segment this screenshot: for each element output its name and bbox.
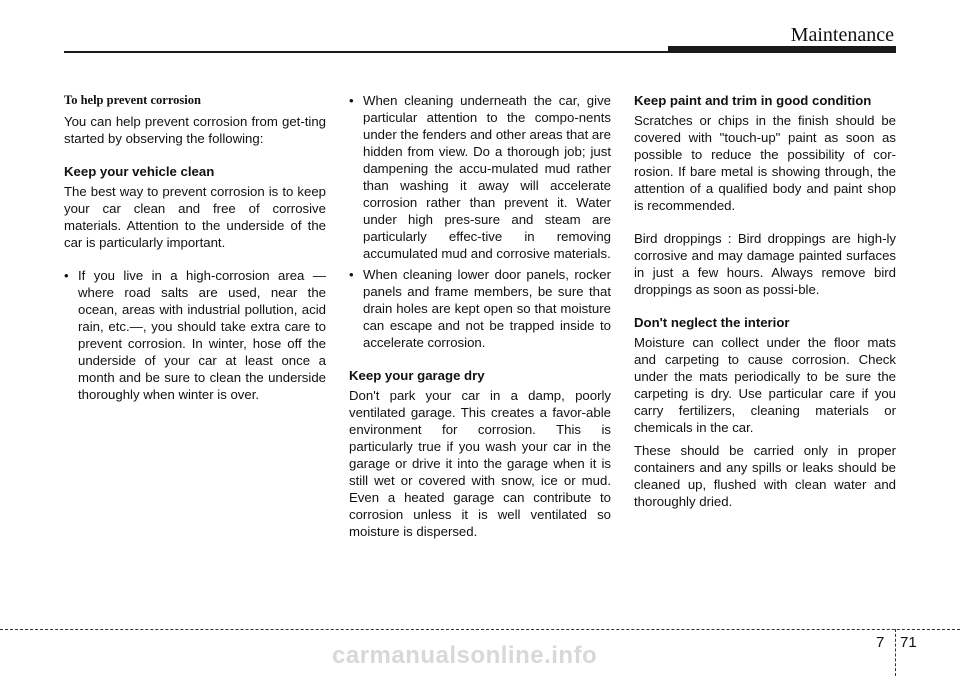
paragraph-interior-1: Moisture can collect under the floor mats and carpeting to cause corrosion. Check under the mats periodically to be sure the carpeting is dry. Use particular care if you carry fertilizers, cleaning materials or chemicals in the car. <box>634 335 896 435</box>
bullet-icon: • <box>64 268 69 283</box>
paragraph-keep-clean: The best way to prevent corrosion is to keep your car clean and free of corrosive materials. Attention to the underside of the car is particularly important. <box>64 184 326 250</box>
paragraph-bird-droppings: Bird droppings : Bird droppings are high-ly corrosive and may damage painted surfaces in just a few hours. Always remove bird droppings as soon as possi-ble. <box>634 231 896 297</box>
page-number: 71 <box>900 634 917 651</box>
header-rule <box>64 51 674 53</box>
column-middle <box>349 92 611 540</box>
column-left <box>64 92 326 407</box>
list-item <box>64 267 326 403</box>
list-item-text: When cleaning underneath the car, give particular attention to the compo-nents under the fenders and other areas that are hidden from view. Do a thorough job; just dampening the accu-mulated mud rather than washing it away will accelerate corrosion rather than prevent it. Water under high pres-sure and steam are particularly effec-tive in removing accumulated mud and corrosive materials. <box>363 93 611 261</box>
section-title: Maintenance <box>790 24 894 46</box>
header-rule-accent <box>668 46 896 53</box>
watermark: carmanualsonline.info <box>332 642 598 669</box>
column-right <box>634 92 896 510</box>
bullet-icon: • <box>349 93 354 108</box>
paragraph-paint: Scratches or chips in the finish should be covered with "touch-up" paint as soon as possible to reduce the possibility of cor-rosion. If bare metal is showing through, the attention of a qualified body and paint shop is recommended. <box>634 113 896 213</box>
subheading-garage: Keep your garage dry <box>349 368 485 383</box>
list-item <box>349 266 611 351</box>
footer-rule <box>0 629 960 630</box>
section-heading: To help prevent corrosion <box>64 93 201 107</box>
bullet-list <box>64 267 326 403</box>
footer-divider <box>895 629 896 676</box>
list-item-text: If you live in a high-corrosion area — where road salts are used, near the ocean, areas with industrial pollution, acid rain, etc.—, you should take extra care to prevent corrosion. In winter, hose off the underside of your car at least once a month and be sure to clean the underside thoroughly when winter is over. <box>78 268 326 402</box>
bullet-list <box>349 92 611 351</box>
paragraph-interior-2: These should be carried only in proper containers and any spills or leaks should be cleaned up, flushed with clean water and thoroughly dried. <box>634 443 896 509</box>
subheading-paint: Keep paint and trim in good condition <box>634 93 872 108</box>
bullet-icon: • <box>349 267 354 282</box>
list-item <box>349 92 611 262</box>
subheading-keep-clean: Keep your vehicle clean <box>64 164 215 179</box>
paragraph-garage: Don't park your car in a damp, poorly ventilated garage. This creates a favor-able environment for corrosion. This is particularly true if you wash your car in the garage or drive it into the garage when it is still wet or covered with snow, ice or mud. Even a heated garage can contribute to corrosion unless it is well ventilated so moisture is dispersed. <box>349 388 611 539</box>
chapter-number: 7 <box>876 634 885 651</box>
subheading-interior: Don't neglect the interior <box>634 315 790 330</box>
list-item-text: When cleaning lower door panels, rocker panels and frame members, be sure that drain holes are kept open so that moisture can escape and not be trapped inside to accelerate corrosion. <box>363 267 611 350</box>
intro-paragraph: You can help prevent corrosion from get-ting started by observing the following: <box>64 114 326 146</box>
